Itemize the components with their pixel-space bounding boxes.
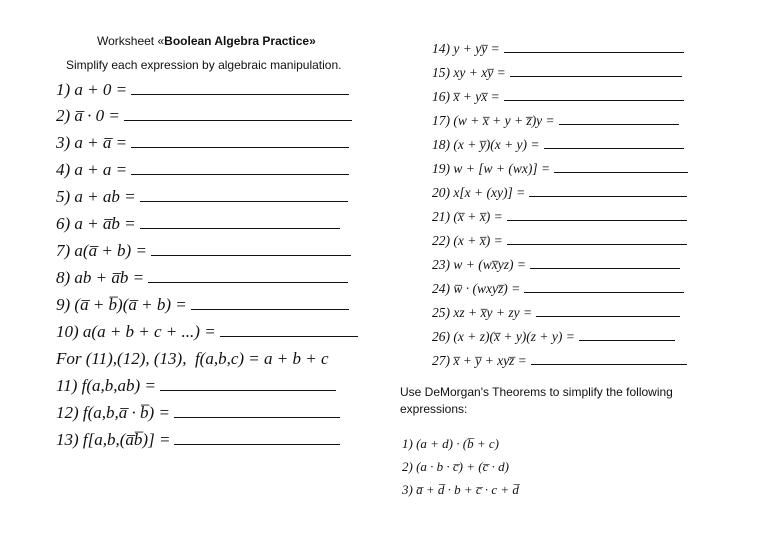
problem-14 xyxy=(432,38,684,57)
problem-3-expression: 3) a + a̅ = xyxy=(56,133,128,152)
problem-10-answer-line[interactable] xyxy=(220,322,358,337)
problem-20-expression: 20) x[x + (xy)] = xyxy=(432,185,526,200)
function-definition xyxy=(56,349,329,369)
problem-16-answer-line[interactable] xyxy=(504,86,684,101)
problem-11-answer-line[interactable] xyxy=(160,376,336,391)
problem-10 xyxy=(56,322,358,342)
problem-12-answer-line[interactable] xyxy=(174,403,340,418)
problem-25-expression: 25) xz + x̅y + zy = xyxy=(432,305,533,320)
problem-17-answer-line[interactable] xyxy=(559,110,679,125)
problem-16 xyxy=(432,86,684,105)
problem-26-answer-line[interactable] xyxy=(579,326,675,341)
problem-26-expression: 26) (x + z)(x̅ + y)(z + y) = xyxy=(432,329,575,344)
problem-7-expression: 7) a(a̅ + b) = xyxy=(56,241,147,260)
problem-15 xyxy=(432,62,682,81)
problem-19 xyxy=(432,158,688,177)
demorgan-problem-1 xyxy=(402,436,499,452)
problem-17 xyxy=(432,110,679,129)
problem-18 xyxy=(432,134,684,153)
problem-9-answer-line[interactable] xyxy=(191,295,349,310)
problem-5-answer-line[interactable] xyxy=(140,187,348,202)
problem-27-answer-line[interactable] xyxy=(531,350,687,365)
problem-27-expression: 27) x̅ + y̅ + xyz̅ = xyxy=(432,353,527,368)
problem-8 xyxy=(56,268,348,288)
problem-12 xyxy=(56,403,340,423)
problem-19-expression: 19) w + [w + (wx)] = xyxy=(432,161,551,176)
problem-25 xyxy=(432,302,680,321)
problem-22 xyxy=(432,230,687,249)
problem-19-answer-line[interactable] xyxy=(554,158,688,173)
problem-14-answer-line[interactable] xyxy=(504,38,684,53)
problem-15-expression: 15) xy + xy̅ = xyxy=(432,65,506,80)
problem-24-answer-line[interactable] xyxy=(524,278,684,293)
title-prefix: Worksheet « xyxy=(97,34,165,48)
demorgan-problem-2 xyxy=(402,459,509,475)
problem-13-answer-line[interactable] xyxy=(174,430,340,445)
problem-17-expression: 17) (w + x̅ + y + z̅)y = xyxy=(432,113,555,128)
problem-5 xyxy=(56,187,348,207)
problem-16-expression: 16) x̅ + yx̅ = xyxy=(432,89,500,104)
problem-4-answer-line[interactable] xyxy=(131,160,349,175)
problem-20-answer-line[interactable] xyxy=(529,182,687,197)
problem-1-expression: 1) a + 0 = xyxy=(56,80,128,99)
problem-26 xyxy=(432,326,675,345)
problem-23 xyxy=(432,254,680,273)
problem-18-expression: 18) (x + y̅)(x + y) = xyxy=(432,137,540,152)
problem-18-answer-line[interactable] xyxy=(544,134,684,149)
problem-14-expression: 14) y + yy̅ = xyxy=(432,41,500,56)
problem-2 xyxy=(56,106,352,126)
demorgan-problem-3 xyxy=(402,482,519,498)
function-definition-text: For (11),(12), (13), f(a,b,c) = a + b + c xyxy=(56,349,329,368)
problem-4 xyxy=(56,160,349,180)
demorgan-instructions: Use DeMorgan's Theorems to simplify the following expressions: xyxy=(400,385,673,416)
problem-2-expression: 2) a̅ · 0 = xyxy=(56,106,120,125)
problem-21-answer-line[interactable] xyxy=(507,206,687,221)
problem-10-expression: 10) a(a + b + c + ...) = xyxy=(56,322,216,341)
problem-24 xyxy=(432,278,684,297)
problem-11-expression: 11) f(a,b,ab) = xyxy=(56,376,156,395)
problem-9-expression: 9) (a̅ + b̅)(a̅ + b) = xyxy=(56,295,187,314)
problem-24-expression: 24) w̅ · (wxyz̅) = xyxy=(432,281,521,296)
problem-1-answer-line[interactable] xyxy=(131,80,349,95)
problem-22-answer-line[interactable] xyxy=(507,230,687,245)
problem-6-expression: 6) a + a̅b = xyxy=(56,214,136,233)
problem-4-expression: 4) a + a = xyxy=(56,160,128,179)
problem-22-expression: 22) (x + x̅) = xyxy=(432,233,503,248)
problem-11 xyxy=(56,376,336,396)
problem-2-answer-line[interactable] xyxy=(124,106,352,121)
problem-23-expression: 23) w + (wx̅yz) = xyxy=(432,257,526,272)
title-bold: Boolean Algebra Practice» xyxy=(164,34,316,48)
problem-9 xyxy=(56,295,349,315)
demorgan-problem-1-expression: 1) (a + d) · (b̅ + c) xyxy=(402,436,499,451)
problem-5-expression: 5) a + ab = xyxy=(56,187,136,206)
problem-27 xyxy=(432,350,687,369)
problem-13-expression: 13) f[a,b,(a̅b̅)] = xyxy=(56,430,171,449)
problem-6 xyxy=(56,214,340,234)
problem-1 xyxy=(56,80,349,100)
instructions: Simplify each expression by algebraic manipulation. xyxy=(66,58,342,72)
problem-6-answer-line[interactable] xyxy=(140,214,340,229)
problem-3 xyxy=(56,133,349,153)
problem-13 xyxy=(56,430,340,450)
problem-20 xyxy=(432,182,687,201)
problem-8-expression: 8) ab + a̅b = xyxy=(56,268,145,287)
problem-15-answer-line[interactable] xyxy=(510,62,682,77)
problem-21-expression: 21) (x̅ + x̅) = xyxy=(432,209,503,224)
problem-12-expression: 12) f(a,b,a̅ · b̅) = xyxy=(56,403,170,422)
problem-7 xyxy=(56,241,351,261)
problem-21 xyxy=(432,206,687,225)
demorgan-problem-2-expression: 2) (a · b · c̅) + (c̅ · d) xyxy=(402,459,509,474)
problem-23-answer-line[interactable] xyxy=(530,254,680,269)
problem-3-answer-line[interactable] xyxy=(131,133,349,148)
demorgan-problem-3-expression: 3) a̅ + d̅ · b + c̅ · c + d̅ xyxy=(402,482,519,497)
problem-7-answer-line[interactable] xyxy=(151,241,351,256)
problem-8-answer-line[interactable] xyxy=(148,268,348,283)
problem-25-answer-line[interactable] xyxy=(536,302,680,317)
worksheet-title xyxy=(97,34,316,48)
